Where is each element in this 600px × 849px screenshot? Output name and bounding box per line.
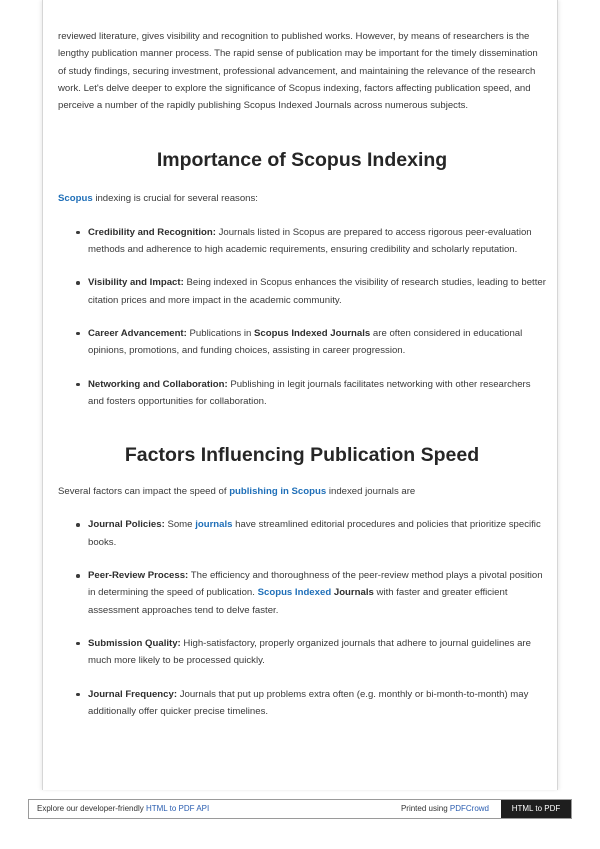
html-to-pdf-button[interactable]: HTML to PDF (501, 800, 571, 818)
scopus-link[interactable]: Scopus (58, 193, 93, 205)
item-text: Being indexed in Scopus enhances the visibility of research studies, leading to better citation prices and more impact in the academic community. (88, 277, 546, 306)
bullet-icon (76, 281, 80, 285)
section-heading-speed: Factors Influencing Publication Speed (124, 444, 480, 467)
bullet-icon (76, 523, 80, 527)
list-item (58, 567, 546, 619)
list-item (58, 376, 546, 411)
bullet-icon (76, 332, 80, 336)
scopus-indexed-link[interactable]: Scopus Indexed (257, 587, 332, 599)
footer-promo-text: Explore our developer-friendly (37, 804, 146, 813)
item-text: are often considered in educational opinions, promotions, and funding choices, assisting in career progression. (88, 327, 523, 357)
item-label: Journal Frequency: (88, 688, 178, 700)
list-item (58, 516, 546, 551)
item-text: Journals listed in Scopus are prepared to access rigorous peer-evaluation methods and adherence to high academic requirements, ensuring credibility and scholarly reputation. (88, 226, 532, 256)
bullet-icon (76, 231, 80, 235)
importance-list (58, 224, 546, 410)
speed-factors-list (58, 516, 546, 720)
item-text: Journals that put up problems extra often (e.g. monthly or bi-month-to-month) may additionally offer quicker precise timelines. (88, 688, 529, 717)
list-item (58, 224, 546, 259)
bullet-icon (76, 642, 80, 646)
item-text: have streamlined editorial procedures and policies that prioritize specific books. (88, 519, 541, 548)
bullet-icon (76, 693, 80, 697)
lead-text: indexing is crucial for several reasons: (92, 193, 258, 205)
item-bold-term: Journals (331, 587, 374, 599)
article-content (58, 28, 546, 736)
bullet-icon (76, 383, 80, 387)
item-text: High-satisfactory, properly organized journals that adhere to journal guidelines are much more likely to be processed quickly. (88, 637, 531, 667)
section-lead-speed (58, 483, 546, 500)
item-text: Publishing in legit journals facilitates networking with other researchers and fosters opportunities for collaboration. (88, 378, 531, 407)
footer-printed-using (401, 800, 489, 818)
list-item (58, 274, 546, 309)
list-item (58, 325, 546, 360)
lead-text: Several factors can impact the speed of (58, 486, 230, 498)
item-text: Publications in (186, 327, 255, 339)
item-label: Visibility and Impact: (88, 277, 184, 289)
item-label: Career Advancement: (88, 327, 187, 339)
section-heading-importance: Importance of Scopus Indexing (156, 149, 448, 172)
footer-printed-text: Printed using (400, 804, 450, 813)
journals-link[interactable]: journals (195, 519, 233, 531)
item-label: Submission Quality: (88, 637, 181, 649)
item-label: Credibility and Recognition: (88, 226, 216, 238)
item-text: The efficiency and thoroughness of the peer-review method plays a pivotal position in determining the speed of publication. (88, 570, 543, 599)
intro-paragraph: reviewed literature, gives visibility and recognition to published works. However, by means of researchers is the lengthy publication manner process. The rapid sense of publication may be important for the timely dissemination of study findings, securing investment, professional advancement, and maintaining the relevance of the research work. Let's delve deeper to explore the significance of Scopus indexing, factors affecting publication speed, and perceive a number of the rapidly publishing Scopus Indexed Journals across numerous subjects. (58, 31, 538, 112)
item-bold-term: Scopus Indexed Journals (254, 327, 371, 339)
item-text: Some (164, 519, 196, 531)
footer-promo (37, 800, 209, 818)
pdfcrowd-link[interactable]: PDFCrowd (449, 804, 489, 813)
bullet-icon (76, 574, 80, 578)
item-label: Networking and Collaboration: (88, 378, 228, 390)
list-item (58, 635, 546, 670)
lead-text: indexed journals are (326, 486, 416, 498)
html-to-pdf-api-link[interactable]: HTML to PDF API (145, 804, 210, 813)
list-item (58, 686, 546, 721)
publishing-in-scopus-link[interactable]: publishing in Scopus (229, 486, 327, 498)
item-text: with faster and greater efficient assessment approaches tend to delve faster. (88, 587, 508, 616)
item-label: Peer-Review Process: (88, 570, 189, 582)
item-label: Journal Policies: (88, 519, 165, 531)
section-lead-importance (58, 190, 546, 207)
pdf-footer-bar (28, 799, 572, 819)
